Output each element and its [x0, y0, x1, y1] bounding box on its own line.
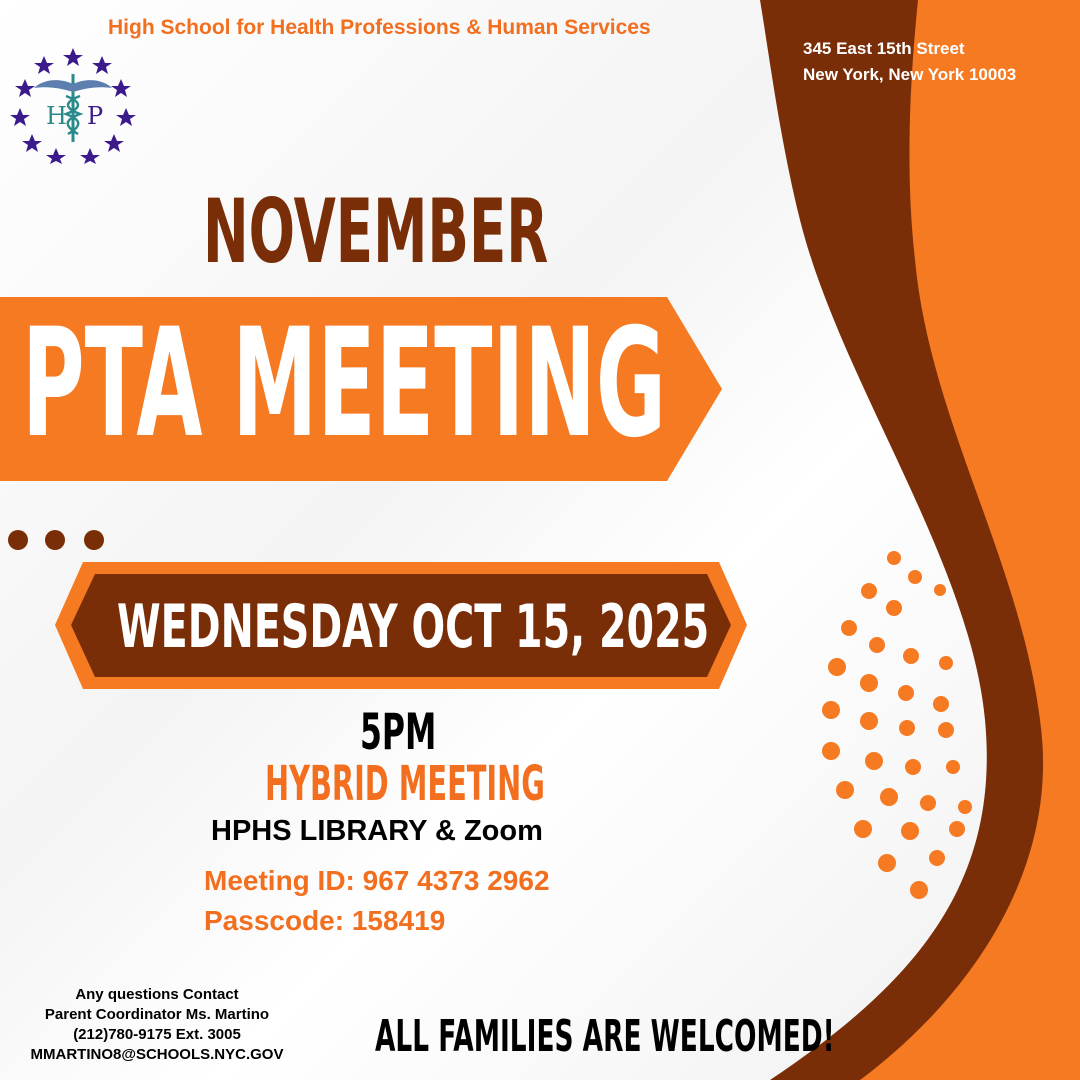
school-address — [803, 36, 1016, 88]
logo-letter-h: H — [46, 102, 67, 130]
event-time: 5PM — [360, 703, 437, 761]
school-logo — [10, 46, 136, 164]
zoom-passcode: Passcode: 158419 — [204, 905, 446, 936]
event-location: HPHS LIBRARY & Zoom — [211, 815, 543, 847]
dot-pattern — [815, 545, 985, 925]
event-date: WEDNESDAY OCT 15, 2025 — [117, 592, 710, 662]
zoom-meeting-id: Meeting ID: 967 4373 2962 — [204, 865, 550, 896]
event-format: HYBRID MEETING — [265, 756, 545, 812]
contact-email: MMARTINO8@SCHOOLS.NYC.GOV — [30, 1046, 284, 1063]
contact-info — [8, 985, 306, 1065]
welcome-message: ALL FAMILIES ARE WELCOMED! — [375, 1011, 835, 1062]
contact-phone: (212)780-9175 Ext. 3005 — [73, 1026, 241, 1043]
address-line-2: New York, New York 10003 — [803, 65, 1017, 84]
school-name: High School for Health Professions & Human Services — [108, 16, 651, 39]
address-line-1: 345 East 15th Street — [803, 39, 965, 58]
title-month: NOVEMBER — [203, 180, 549, 283]
contact-line-1: Any questions Contact — [75, 986, 239, 1003]
title-event: PTA MEETING — [22, 297, 667, 471]
contact-line-2: Parent Coordinator Ms. Martino — [44, 1006, 270, 1023]
logo-letter-p: P — [87, 102, 104, 130]
